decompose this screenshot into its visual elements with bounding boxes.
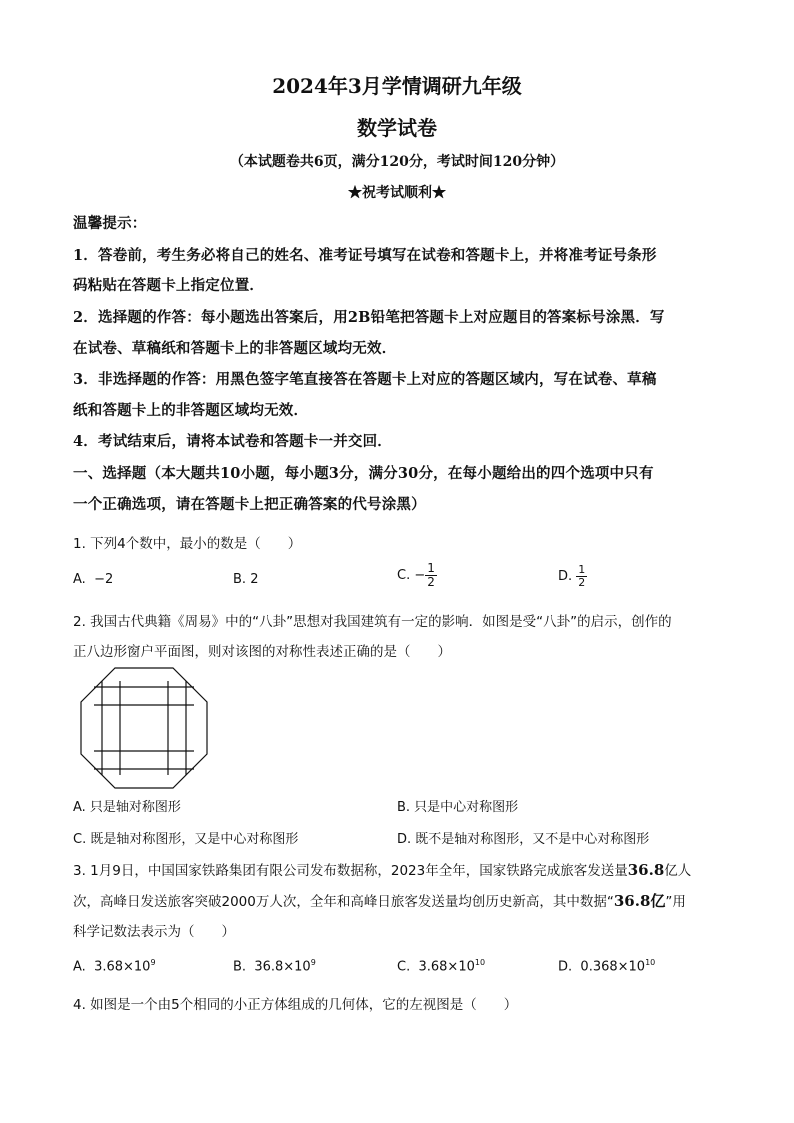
q3-option-a-exponent: 9 [150,958,156,967]
q1-option-b [233,572,258,587]
tip-1-line-1: 1．答卷前，考生务必将自己的姓名、准考证号填写在试卷和答题卡上，并将准考证号条形 [73,247,657,264]
q3-option-a-base: 3.68×10 [94,959,151,975]
q1-option-c-denominator: 2 [427,575,435,589]
tip-3-line-2: 纸和答题卡上的非答题区域均无效． [73,402,309,419]
tip-3-line-1: 3．非选择题的作答：用黑色签字笔直接答在答题卡上对应的答题区域内，写在试卷、草稿 [73,371,657,388]
q1-option-b-value: 2 [250,572,259,587]
section-1-heading-line-2: 一个正确选项，请在答题卡上把正确答案的代号涂黑） [73,496,426,513]
q1-option-c-fraction [425,562,437,589]
q3-option-d-exponent: 10 [645,958,656,967]
q1-stem: 1. 下列4个数中，最小的数是（ ） [73,536,302,552]
q3-stem-line-1-end: 亿人 [664,863,692,879]
q2-option-c: C. 既是轴对称图形，又是中心对称图形 [73,832,299,847]
exam-title: 2024年3月学情调研九年级 [272,74,522,98]
q1-option-a-label: A. [73,572,86,587]
q3-option-a [73,958,156,974]
q3-stem-line-2 [73,890,686,911]
q3-option-a-label: A. [73,959,86,975]
octagon-window-figure [80,667,208,789]
q3-option-d-label: D. [558,959,573,975]
q2-option-b: B. 只是中心对称图形 [397,800,519,815]
q3-option-c [397,958,485,974]
q2-stem-line-2: 正八边形窗户平面图，则对该图的对称性表述正确的是（ ） [73,644,451,660]
q1-option-a [73,572,113,587]
tip-2-line-2: 在试卷、草稿纸和答题卡上的非答题区域均无效． [73,340,397,357]
tip-4: 4．考试结束后，请将本试卷和答题卡一并交回． [73,433,392,450]
tip-2-line-1: 2．选择题的作答：每小题选出答案后，用2B铅笔把答题卡上对应题目的答案标号涂黑．写 [73,309,665,326]
q1-option-d-fraction [576,564,587,589]
q3-option-b-base: 36.8×10 [254,959,311,975]
q4-stem: 4. 如图是一个由5个相同的小正方体组成的几何体，它的左视图是（ ） [73,997,518,1013]
q2-option-d: D. 既不是轴对称图形，又不是中心对称图形 [397,832,650,847]
exam-wish: ★祝考试顺利★ [348,185,446,201]
q3-stem-line-2-end: ”用 [665,894,686,910]
q3-option-b-label: B. [233,959,247,975]
q2-stem-line-1: 2. 我国古代典籍《周易》中的“八卦”思想对我国建筑有一定的影响．如图是受“八卦”的启示，创作的 [73,614,672,630]
q1-option-d-label: D. [558,569,573,584]
q3-option-c-base: 3.68×10 [418,959,475,975]
tips-heading: 温馨提示： [73,215,147,232]
q1-option-d [558,564,587,589]
exam-subject: 数学试卷 [357,116,437,140]
q3-option-b [233,958,316,974]
q1-option-a-value: −2 [94,572,114,587]
q1-option-c-label: C. [397,568,411,583]
q1-option-d-denominator: 2 [578,576,586,589]
q3-stem-line-3: 科学记数法表示为（ ） [73,924,235,940]
q2-option-a: A. 只是轴对称图形 [73,800,181,815]
q3-passengers-number: 36.8 [627,861,665,879]
q3-stem-line-2-text: 次，高峰日发送旅客突破2000万人次，全年和高峰日旅客发送量均创历史新高，其中数据“ [73,894,614,910]
q1-option-b-label: B. [233,572,247,587]
q3-quoted-number: 36.8亿 [613,892,666,910]
exam-info: （本试题卷共6页，满分120分，考试时间120分钟） [229,154,565,170]
q1-option-c-numerator: 1 [427,561,435,575]
q1-option-c [397,562,437,589]
q3-option-c-exponent: 10 [474,958,486,967]
q1-option-c-sign: − [414,568,426,583]
q3-stem-line-1-text: 3. 1月9日，中国国家铁路集团有限公司发布数据称，2023年全年，国家铁路完成旅客发送量 [73,863,628,879]
octagon-outline [81,668,207,788]
tip-1-line-2: 码粘贴在答题卡上指定位置． [73,277,265,294]
section-1-heading-line-1: 一、选择题（本大题共10小题，每小题3分，满分30分，在每小题给出的四个选项中只有 [73,465,654,482]
q3-stem-line-1 [73,859,691,879]
q3-option-d [558,958,655,974]
q1-option-d-numerator: 1 [578,563,586,576]
q3-option-b-exponent: 9 [310,958,316,967]
q3-option-c-label: C. [397,959,411,975]
q3-option-d-base: 0.368×10 [580,959,646,975]
